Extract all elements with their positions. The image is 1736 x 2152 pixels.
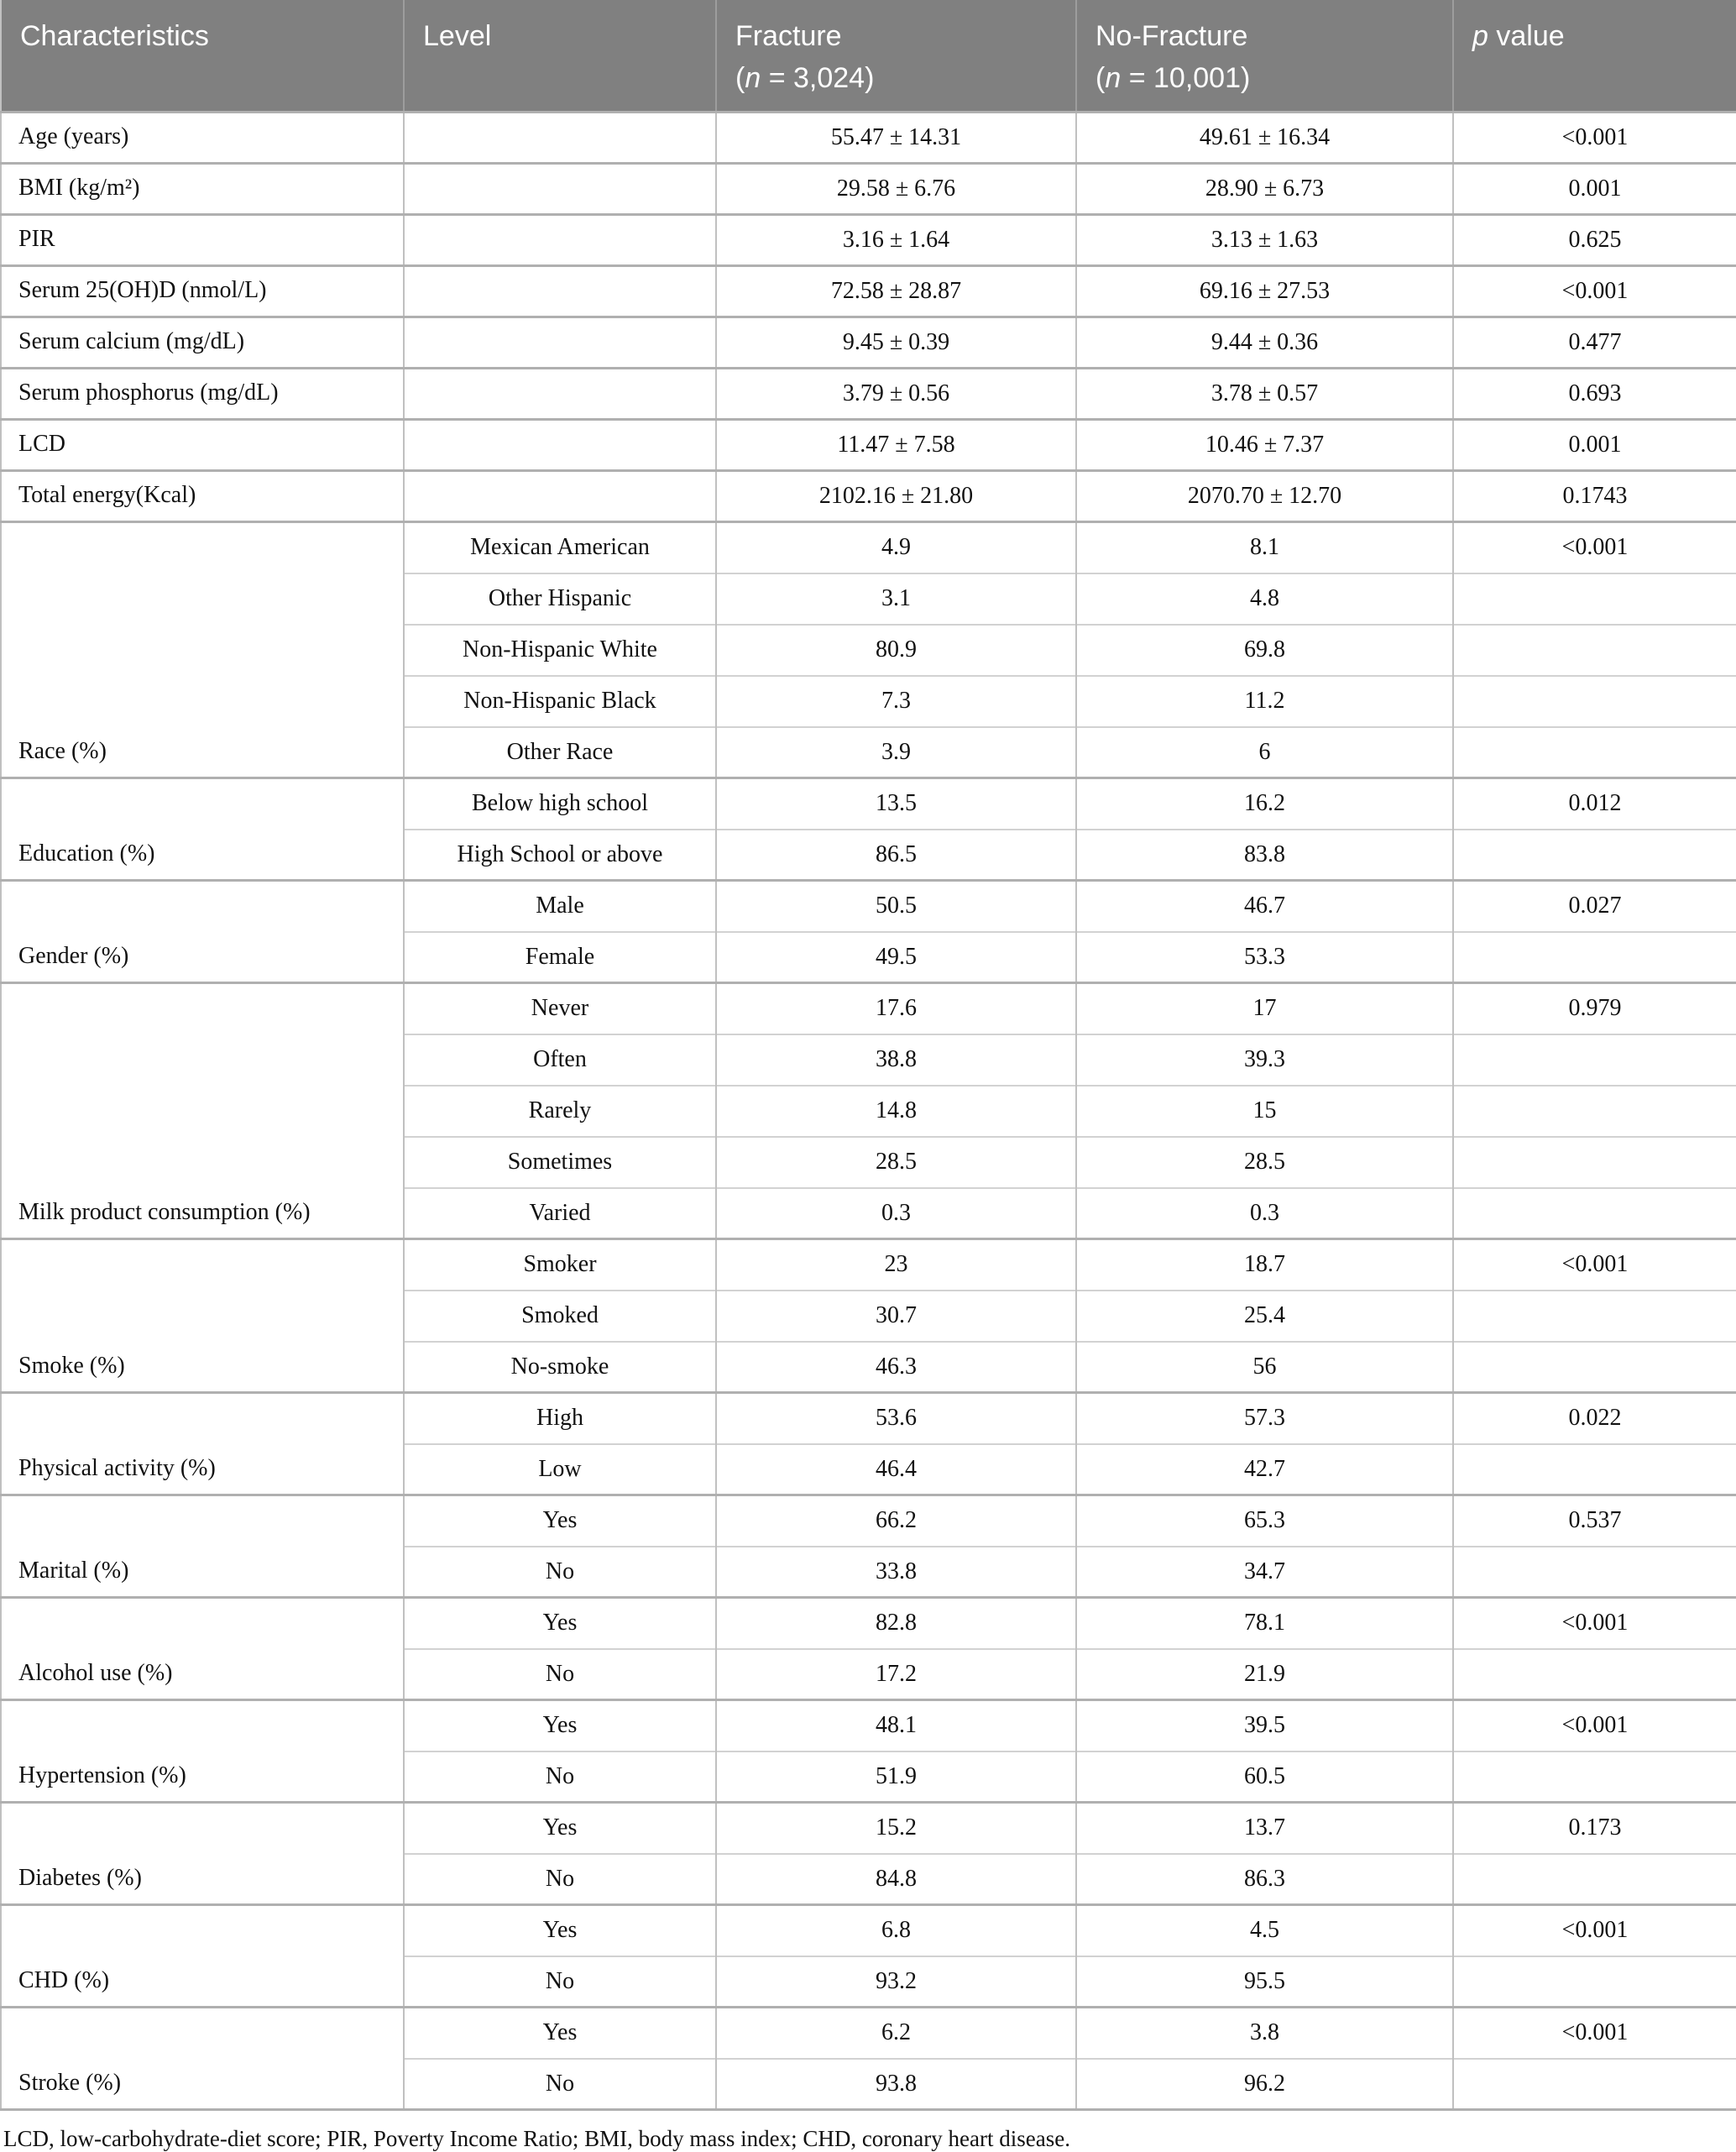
characteristic-cell: Age (years)	[1, 113, 404, 164]
characteristic-cell: Hypertension (%)	[1, 1700, 404, 1803]
table-header	[1, 0, 1736, 113]
no-fracture-cell: 25.4	[1076, 1291, 1453, 1342]
level-cell: Non-Hispanic White	[404, 625, 716, 676]
table-row	[1, 2008, 1736, 2059]
table-row	[1, 266, 1736, 317]
characteristic-cell: Serum 25(OH)D (nmol/L)	[1, 266, 404, 317]
no-fracture-cell: 39.3	[1076, 1034, 1453, 1086]
p-cell	[1453, 1342, 1736, 1393]
characteristic-cell: Milk product consumption (%)	[1, 983, 404, 1239]
p-cell	[1453, 1956, 1736, 2008]
level-cell: Sometimes	[404, 1137, 716, 1188]
p-cell: <0.001	[1453, 522, 1736, 573]
no-fracture-cell: 16.2	[1076, 778, 1453, 830]
fracture-cell: 14.8	[716, 1086, 1076, 1137]
level-cell: No	[404, 1751, 716, 1803]
fracture-cell: 93.8	[716, 2059, 1076, 2110]
col-header-fracture-n: (n = 3,024)	[735, 62, 875, 94]
no-fracture-cell: 83.8	[1076, 830, 1453, 881]
p-cell: 0.001	[1453, 420, 1736, 471]
fracture-cell: 33.8	[716, 1547, 1076, 1598]
fracture-cell: 15.2	[716, 1803, 1076, 1854]
level-cell: No	[404, 1649, 716, 1700]
level-cell: Often	[404, 1034, 716, 1086]
fracture-cell: 82.8	[716, 1598, 1076, 1649]
no-fracture-cell: 18.7	[1076, 1239, 1453, 1291]
p-cell	[1453, 625, 1736, 676]
no-fracture-cell: 13.7	[1076, 1803, 1453, 1854]
header-row	[1, 0, 1736, 113]
p-cell	[1453, 1547, 1736, 1598]
fracture-cell: 84.8	[716, 1854, 1076, 1905]
p-cell	[1453, 1444, 1736, 1495]
fracture-cell: 3.16 ± 1.64	[716, 215, 1076, 266]
characteristic-cell: Gender (%)	[1, 881, 404, 983]
no-fracture-cell: 21.9	[1076, 1649, 1453, 1700]
no-fracture-cell: 69.16 ± 27.53	[1076, 266, 1453, 317]
level-cell	[404, 471, 716, 522]
level-cell: No-smoke	[404, 1342, 716, 1393]
fracture-cell: 80.9	[716, 625, 1076, 676]
table-row	[1, 1700, 1736, 1751]
p-cell	[1453, 1086, 1736, 1137]
p-cell	[1453, 2059, 1736, 2110]
level-cell: Yes	[404, 1598, 716, 1649]
no-fracture-cell: 10.46 ± 7.37	[1076, 420, 1453, 471]
p-cell	[1453, 1649, 1736, 1700]
level-cell: Mexican American	[404, 522, 716, 573]
fracture-cell: 49.5	[716, 932, 1076, 983]
level-cell	[404, 420, 716, 471]
fracture-cell: 3.1	[716, 573, 1076, 625]
no-fracture-cell: 78.1	[1076, 1598, 1453, 1649]
fracture-cell: 86.5	[716, 830, 1076, 881]
level-cell	[404, 266, 716, 317]
table-row	[1, 1239, 1736, 1291]
no-fracture-cell: 60.5	[1076, 1751, 1453, 1803]
no-fracture-cell: 2070.70 ± 12.70	[1076, 471, 1453, 522]
fracture-cell: 46.4	[716, 1444, 1076, 1495]
no-fracture-cell: 56	[1076, 1342, 1453, 1393]
fracture-cell: 66.2	[716, 1495, 1076, 1547]
p-cell	[1453, 1034, 1736, 1086]
p-cell: 0.537	[1453, 1495, 1736, 1547]
p-cell: 0.022	[1453, 1393, 1736, 1444]
level-cell: Smoker	[404, 1239, 716, 1291]
no-fracture-cell: 49.61 ± 16.34	[1076, 113, 1453, 164]
p-cell: 0.1743	[1453, 471, 1736, 522]
fracture-cell: 51.9	[716, 1751, 1076, 1803]
level-cell: High School or above	[404, 830, 716, 881]
characteristic-cell: Alcohol use (%)	[1, 1598, 404, 1700]
no-fracture-cell: 8.1	[1076, 522, 1453, 573]
fracture-cell: 55.47 ± 14.31	[716, 113, 1076, 164]
fracture-cell: 0.3	[716, 1188, 1076, 1239]
characteristic-cell: Total energy(Kcal)	[1, 471, 404, 522]
level-cell: Rarely	[404, 1086, 716, 1137]
level-cell	[404, 215, 716, 266]
characteristic-cell: Physical activity (%)	[1, 1393, 404, 1495]
no-fracture-cell: 34.7	[1076, 1547, 1453, 1598]
fracture-cell: 48.1	[716, 1700, 1076, 1751]
table-footnote: LCD, low-carbohydrate-diet score; PIR, Poverty Income Ratio; BMI, body mass index; CHD, coronary heart disease.	[3, 2126, 1070, 2151]
no-fracture-cell: 28.90 ± 6.73	[1076, 164, 1453, 215]
no-fracture-cell: 0.3	[1076, 1188, 1453, 1239]
fracture-cell: 3.9	[716, 727, 1076, 778]
col-header-level	[404, 0, 716, 113]
table-row	[1, 369, 1736, 420]
col-header-no-fracture-title: No-Fracture	[1095, 20, 1248, 52]
fracture-cell: 72.58 ± 28.87	[716, 266, 1076, 317]
no-fracture-cell: 15	[1076, 1086, 1453, 1137]
no-fracture-cell: 95.5	[1076, 1956, 1453, 2008]
level-cell: Yes	[404, 1905, 716, 1956]
col-header-characteristics-label: Characteristics	[20, 20, 209, 52]
table-body	[1, 113, 1736, 2110]
table-row	[1, 1803, 1736, 1854]
level-cell	[404, 369, 716, 420]
characteristic-cell: LCD	[1, 420, 404, 471]
p-cell	[1453, 830, 1736, 881]
fracture-cell: 9.45 ± 0.39	[716, 317, 1076, 369]
level-cell: Yes	[404, 2008, 716, 2059]
p-cell: <0.001	[1453, 1239, 1736, 1291]
no-fracture-cell: 96.2	[1076, 2059, 1453, 2110]
no-fracture-cell: 46.7	[1076, 881, 1453, 932]
p-cell: 0.693	[1453, 369, 1736, 420]
level-cell	[404, 113, 716, 164]
fracture-cell: 3.79 ± 0.56	[716, 369, 1076, 420]
no-fracture-cell: 3.8	[1076, 2008, 1453, 2059]
p-cell: 0.173	[1453, 1803, 1736, 1854]
level-cell: Smoked	[404, 1291, 716, 1342]
no-fracture-cell: 4.5	[1076, 1905, 1453, 1956]
p-cell	[1453, 1137, 1736, 1188]
characteristic-cell: Serum phosphorus (mg/dL)	[1, 369, 404, 420]
p-cell: 0.979	[1453, 983, 1736, 1034]
col-header-characteristics	[1, 0, 404, 113]
table-row	[1, 317, 1736, 369]
fracture-cell: 38.8	[716, 1034, 1076, 1086]
level-cell: Yes	[404, 1700, 716, 1751]
fracture-cell: 11.47 ± 7.58	[716, 420, 1076, 471]
fracture-cell: 50.5	[716, 881, 1076, 932]
characteristic-cell: Education (%)	[1, 778, 404, 881]
level-cell: No	[404, 1547, 716, 1598]
fracture-cell: 23	[716, 1239, 1076, 1291]
col-header-no-fracture	[1076, 0, 1453, 113]
p-cell: 0.001	[1453, 164, 1736, 215]
no-fracture-cell: 6	[1076, 727, 1453, 778]
level-cell: No	[404, 2059, 716, 2110]
level-cell: No	[404, 1854, 716, 1905]
no-fracture-cell: 57.3	[1076, 1393, 1453, 1444]
p-cell	[1453, 573, 1736, 625]
no-fracture-cell: 17	[1076, 983, 1453, 1034]
p-cell	[1453, 932, 1736, 983]
table-row	[1, 881, 1736, 932]
level-cell: Below high school	[404, 778, 716, 830]
characteristic-cell: Serum calcium (mg/dL)	[1, 317, 404, 369]
no-fracture-cell: 11.2	[1076, 676, 1453, 727]
table-row	[1, 164, 1736, 215]
p-cell: <0.001	[1453, 113, 1736, 164]
col-header-no-fracture-n: (n = 10,001)	[1095, 62, 1251, 94]
table-row	[1, 1393, 1736, 1444]
p-cell: <0.001	[1453, 2008, 1736, 2059]
no-fracture-cell: 53.3	[1076, 932, 1453, 983]
level-cell: Non-Hispanic Black	[404, 676, 716, 727]
p-cell: 0.625	[1453, 215, 1736, 266]
level-cell: Female	[404, 932, 716, 983]
characteristic-cell: BMI (kg/m²)	[1, 164, 404, 215]
characteristic-cell: Diabetes (%)	[1, 1803, 404, 1905]
no-fracture-cell: 69.8	[1076, 625, 1453, 676]
table-row	[1, 1598, 1736, 1649]
characteristic-cell: Stroke (%)	[1, 2008, 404, 2110]
no-fracture-cell: 3.78 ± 0.57	[1076, 369, 1453, 420]
no-fracture-cell: 65.3	[1076, 1495, 1453, 1547]
level-cell: Low	[404, 1444, 716, 1495]
p-cell: 0.012	[1453, 778, 1736, 830]
col-header-fracture	[716, 0, 1076, 113]
p-cell: <0.001	[1453, 1905, 1736, 1956]
level-cell: Varied	[404, 1188, 716, 1239]
fracture-cell: 6.8	[716, 1905, 1076, 1956]
fracture-cell: 46.3	[716, 1342, 1076, 1393]
fracture-cell: 17.2	[716, 1649, 1076, 1700]
fracture-cell: 13.5	[716, 778, 1076, 830]
characteristic-cell: Smoke (%)	[1, 1239, 404, 1393]
fracture-cell: 17.6	[716, 983, 1076, 1034]
p-cell	[1453, 1854, 1736, 1905]
level-cell: Never	[404, 983, 716, 1034]
no-fracture-cell: 42.7	[1076, 1444, 1453, 1495]
p-cell: <0.001	[1453, 266, 1736, 317]
table-row	[1, 522, 1736, 573]
p-cell	[1453, 1291, 1736, 1342]
p-cell	[1453, 676, 1736, 727]
fracture-cell: 93.2	[716, 1956, 1076, 2008]
table-row	[1, 778, 1736, 830]
table-row	[1, 1905, 1736, 1956]
col-header-level-label: Level	[423, 20, 492, 52]
level-cell	[404, 317, 716, 369]
p-cell: 0.477	[1453, 317, 1736, 369]
level-cell: Other Hispanic	[404, 573, 716, 625]
no-fracture-cell: 4.8	[1076, 573, 1453, 625]
level-cell: No	[404, 1956, 716, 2008]
fracture-cell: 28.5	[716, 1137, 1076, 1188]
p-cell	[1453, 1751, 1736, 1803]
p-cell	[1453, 727, 1736, 778]
no-fracture-cell: 9.44 ± 0.36	[1076, 317, 1453, 369]
fracture-cell: 4.9	[716, 522, 1076, 573]
fracture-cell: 6.2	[716, 2008, 1076, 2059]
fracture-cell: 30.7	[716, 1291, 1076, 1342]
table-row	[1, 215, 1736, 266]
level-cell: Male	[404, 881, 716, 932]
level-cell: Yes	[404, 1495, 716, 1547]
col-header-p-value-label: p value	[1472, 20, 1565, 52]
table-row	[1, 420, 1736, 471]
col-header-fracture-title: Fracture	[735, 20, 842, 52]
characteristic-cell: PIR	[1, 215, 404, 266]
p-cell: <0.001	[1453, 1700, 1736, 1751]
p-cell: 0.027	[1453, 881, 1736, 932]
characteristic-cell: Marital (%)	[1, 1495, 404, 1598]
characteristic-cell: CHD (%)	[1, 1905, 404, 2008]
fracture-cell: 29.58 ± 6.76	[716, 164, 1076, 215]
fracture-cell: 7.3	[716, 676, 1076, 727]
no-fracture-cell: 39.5	[1076, 1700, 1453, 1751]
fracture-cell: 53.6	[716, 1393, 1076, 1444]
fracture-cell: 2102.16 ± 21.80	[716, 471, 1076, 522]
level-cell: Yes	[404, 1803, 716, 1854]
table-row	[1, 983, 1736, 1034]
table-row	[1, 1495, 1736, 1547]
level-cell	[404, 164, 716, 215]
table-row	[1, 471, 1736, 522]
col-header-p-value	[1453, 0, 1736, 113]
level-cell: High	[404, 1393, 716, 1444]
no-fracture-cell: 28.5	[1076, 1137, 1453, 1188]
level-cell: Other Race	[404, 727, 716, 778]
characteristic-cell: Race (%)	[1, 522, 404, 778]
no-fracture-cell: 86.3	[1076, 1854, 1453, 1905]
p-cell: <0.001	[1453, 1598, 1736, 1649]
p-cell	[1453, 1188, 1736, 1239]
table-row	[1, 113, 1736, 164]
no-fracture-cell: 3.13 ± 1.63	[1076, 215, 1453, 266]
